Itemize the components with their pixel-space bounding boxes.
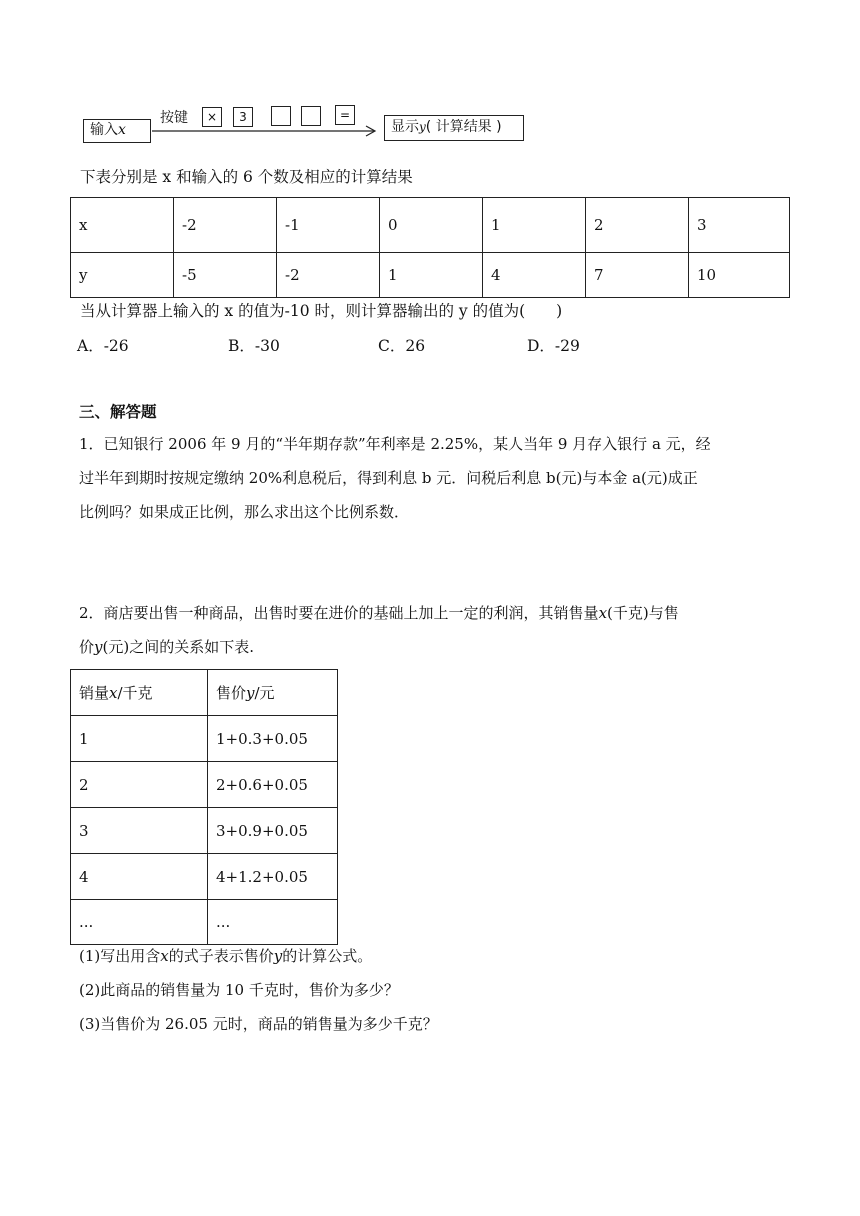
problem-2-line-2 (79, 637, 254, 657)
problem-2-line-2-b: (元)之间的关系如下表. (102, 638, 254, 656)
key-three: 3 (233, 107, 253, 127)
table-cell: 4+1.2+0.05 (208, 854, 338, 900)
flow-arrow (152, 124, 382, 138)
table-header-cell (208, 670, 338, 716)
table-cell: 2 (71, 762, 208, 808)
var-y: y (94, 638, 103, 656)
table-cell: 3+0.9+0.05 (208, 808, 338, 854)
table-row (71, 900, 338, 945)
problem-1-line-1: 1．已知银行 2006 年 9 月的“半年期存款”年利率是 2.25%，某人当年 9 月存入银行 a 元，经 (79, 435, 711, 453)
section-title: 三、解答题 (79, 402, 157, 421)
table-cell: -2 (277, 253, 380, 298)
table-cell: 1+0.3+0.05 (208, 716, 338, 762)
key-multiply: × (202, 107, 222, 127)
sub-question-1-a: (1)写出用含 (79, 947, 161, 965)
table-cell: 1 (71, 716, 208, 762)
question-intro: 下表分别是 x 和输入的 6 个数及相应的计算结果 (80, 168, 413, 186)
option-b: B．-30 (228, 337, 280, 355)
keys-label: 按键 (160, 110, 188, 126)
sub-question-1-var-x: x (160, 947, 169, 965)
sub-question-1 (79, 946, 372, 966)
table-row (71, 670, 338, 716)
table-cell: 7 (586, 253, 689, 298)
table-cell: 1 (380, 253, 483, 298)
sub-question-2: (2)此商品的销售量为 10 千克时，售价为多少？ (79, 981, 399, 999)
output-box (384, 115, 524, 141)
table-cell: x (71, 198, 174, 253)
table-cell: 1 (483, 198, 586, 253)
key-blank-2 (301, 106, 321, 126)
question-stem: 当从计算器上输入的 x 的值为-10 时，则计算器输出的 y 的值为( ) (80, 302, 563, 320)
table-cell: 2+0.6+0.05 (208, 762, 338, 808)
table-cell: ... (208, 900, 338, 945)
problem-1-line-2: 过半年到期时按规定缴纳 20%利息税后，得到利息 b 元．问税后利息 b(元)与本金 a(元)成正 (79, 469, 698, 487)
table-cell: y (71, 253, 174, 298)
problem-2-line-1-a: 2．商店要出售一种商品，出售时要在进价的基础上加上一定的利润，其销售量 (79, 604, 599, 622)
table-row (71, 716, 338, 762)
sales-price-table (70, 669, 338, 945)
key-equals: = (335, 105, 355, 125)
header-quantity-var: x (109, 684, 118, 702)
table-row (71, 198, 790, 253)
header-price-var: y (246, 684, 255, 702)
problem-1-line-3: 比例吗？如果成正比例，那么求出这个比例系数． (79, 503, 410, 521)
table-cell: -1 (277, 198, 380, 253)
key-blank-1 (271, 106, 291, 126)
input-label: 输入 (90, 122, 118, 138)
table-row (71, 762, 338, 808)
sub-question-1-var-y: y (273, 947, 283, 965)
output-suffix: ( 计算结果 ) (425, 119, 502, 135)
sub-question-1-b: 的式子表示售价 (168, 947, 274, 965)
header-quantity-b: /千克 (117, 684, 153, 702)
table-cell: -5 (174, 253, 277, 298)
option-c: C．26 (378, 337, 426, 355)
table-cell: 10 (689, 253, 790, 298)
table-row (71, 854, 338, 900)
table-cell: -2 (174, 198, 277, 253)
header-quantity-a: 销量 (79, 684, 110, 702)
input-box (83, 119, 151, 143)
problem-2-line-1 (79, 603, 679, 623)
table-row (71, 253, 790, 298)
table-row (71, 808, 338, 854)
table-cell: ... (71, 900, 208, 945)
header-price-a: 售价 (216, 684, 247, 702)
problem-2-line-1-b: (千克)与售 (607, 604, 679, 622)
table-cell: 0 (380, 198, 483, 253)
input-var: x (118, 122, 126, 138)
xy-table (70, 197, 790, 298)
table-cell: 4 (483, 253, 586, 298)
table-header-cell (71, 670, 208, 716)
table-cell: 3 (71, 808, 208, 854)
problem-2-line-2-a: 价 (79, 638, 95, 656)
output-label: 显示 (391, 119, 419, 135)
table-cell: 4 (71, 854, 208, 900)
sub-question-3: (3)当售价为 26.05 元时，商品的销售量为多少千克？ (79, 1015, 438, 1033)
output-var: y (419, 120, 426, 134)
option-a: A．-26 (77, 337, 129, 355)
sub-question-1-c: 的计算公式。 (282, 947, 373, 965)
header-price-b: /元 (254, 684, 275, 702)
option-d: D．-29 (527, 337, 580, 355)
var-x: x (598, 604, 608, 622)
table-cell: 2 (586, 198, 689, 253)
table-cell: 3 (689, 198, 790, 253)
